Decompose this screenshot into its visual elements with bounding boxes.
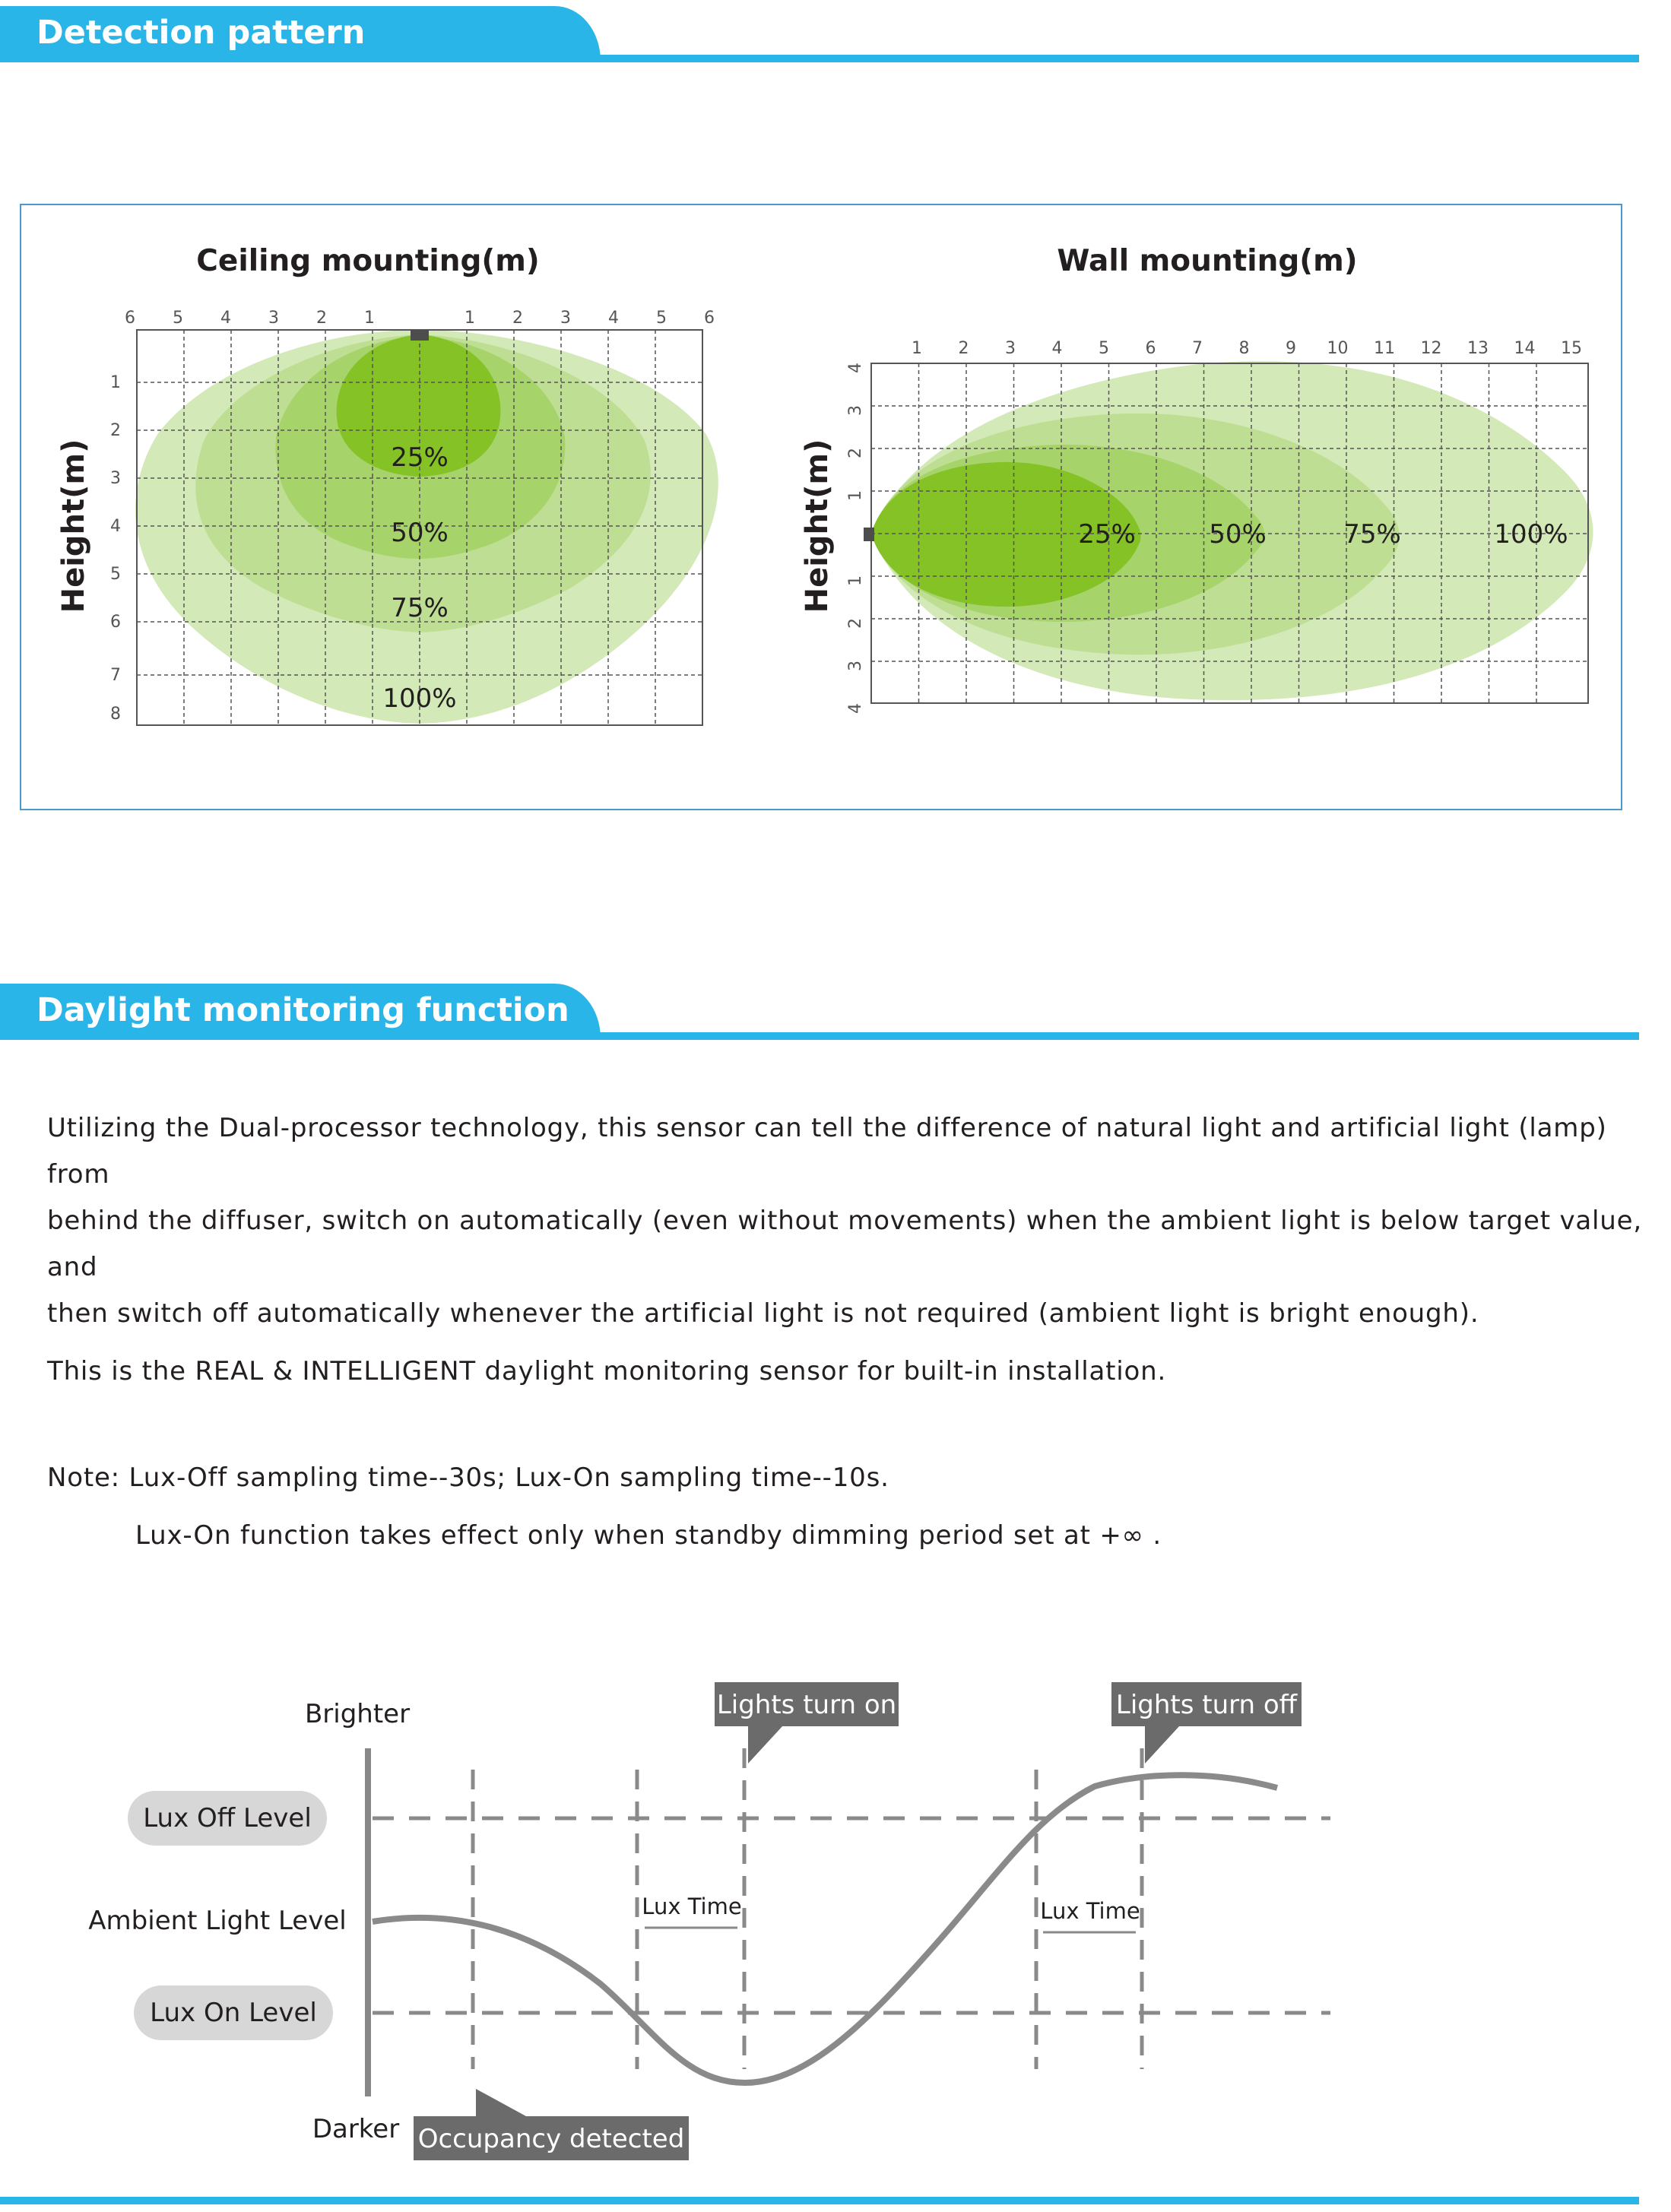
wall-y-tick: 1 xyxy=(846,490,865,501)
wall-y-label: Height(m) xyxy=(800,439,835,613)
description-line: then switch off automatically whenever the artificial light is not required (ambient light is bright enough). xyxy=(47,1298,1479,1329)
wall-zone-label-100: 100% xyxy=(1494,519,1568,550)
lights-turn-off-callout-pointer xyxy=(1145,1726,1180,1764)
ceiling-y-tick: 3 xyxy=(110,469,121,488)
lux-off-level-label: Lux Off Level xyxy=(143,1803,312,1833)
occupancy-detected-text: Occupancy detected xyxy=(417,2124,685,2154)
wall-y-tick: 2 xyxy=(846,618,865,629)
ceiling-x-tick: 3 xyxy=(268,309,279,328)
ceiling-x-tick: 4 xyxy=(220,309,231,328)
description-paragraph xyxy=(47,1105,1644,1337)
detection-pattern-panel xyxy=(20,204,1622,810)
description-line: behind the diffuser, switch on automatically (even without movements) when the ambient light is below target value, and xyxy=(47,1206,1642,1282)
ceiling-title: Ceiling mounting(m) xyxy=(196,244,540,278)
wall-x-tick: 9 xyxy=(1286,339,1296,358)
detection-header-rule xyxy=(0,55,1639,62)
description-line: Utilizing the Dual-processor technology, this sensor can tell the difference of natural light and artificial light (lamp) from xyxy=(47,1113,1607,1190)
note-line-1: Note: Lux-Off sampling time--30s; Lux-On sampling time--10s. xyxy=(47,1463,889,1493)
ceiling-x-ticks xyxy=(125,309,715,328)
wall-x-tick: 12 xyxy=(1420,339,1442,358)
wall-x-tick: 1 xyxy=(912,339,922,358)
wall-x-tick: 6 xyxy=(1145,339,1156,358)
ceiling-y-tick: 6 xyxy=(110,613,121,632)
detection-section-header xyxy=(0,6,601,61)
ceiling-y-tick: 7 xyxy=(110,666,121,685)
ceiling-sensor-icon xyxy=(411,330,429,341)
daylight-diagram xyxy=(0,1657,1671,2189)
detection-figures xyxy=(21,205,1621,809)
ceiling-y-tick: 1 xyxy=(110,373,121,392)
wall-mounting-chart xyxy=(800,244,1593,714)
ceiling-zone-label-50: 50% xyxy=(391,518,449,548)
wall-y-tick: 1 xyxy=(846,575,865,586)
ceiling-x-tick: 2 xyxy=(316,309,327,328)
wall-title: Wall mounting(m) xyxy=(1057,244,1358,278)
ceiling-x-tick: 6 xyxy=(125,309,135,328)
brighter-label: Brighter xyxy=(304,1699,411,1729)
wall-x-tick: 5 xyxy=(1099,339,1109,358)
wall-x-ticks xyxy=(912,339,1582,358)
wall-y-tick: 4 xyxy=(846,703,865,714)
ceiling-x-tick: 2 xyxy=(512,309,523,328)
lux-time-label-2: Lux Time xyxy=(1040,1898,1140,1924)
wall-y-tick: 3 xyxy=(846,405,865,416)
detection-section-title: Detection pattern xyxy=(36,14,366,52)
wall-y-tick: 3 xyxy=(846,661,865,671)
intelligent-sensor-statement: This is the REAL & INTELLIGENT daylight monitoring sensor for built-in installation. xyxy=(47,1356,1167,1386)
lux-on-level-label: Lux On Level xyxy=(150,1998,317,2028)
ceiling-zone-label-25: 25% xyxy=(391,442,449,473)
ceiling-x-tick: 1 xyxy=(364,309,375,328)
wall-x-tick: 4 xyxy=(1051,339,1063,358)
ambient-light-level-label: Ambient Light Level xyxy=(88,1906,347,1936)
wall-zone-label-50: 50% xyxy=(1209,519,1267,550)
lights-turn-on-text: Lights turn on xyxy=(716,1690,897,1720)
ceiling-y-tick: 4 xyxy=(110,517,121,536)
wall-x-tick: 7 xyxy=(1192,339,1203,358)
ceiling-x-tick: 6 xyxy=(704,309,715,328)
wall-y-tick: 2 xyxy=(846,448,865,458)
wall-x-tick: 2 xyxy=(958,339,969,358)
ceiling-y-ticks xyxy=(110,373,121,724)
ceiling-zone-label-100: 100% xyxy=(382,683,457,714)
note-line-2: Lux-On function takes effect only when standby dimming period set at +∞ . xyxy=(135,1520,1162,1551)
lux-time-label-1: Lux Time xyxy=(642,1894,742,1919)
footer-rule xyxy=(0,2197,1639,2204)
daylight-section-header xyxy=(0,984,601,1038)
ceiling-x-tick: 5 xyxy=(173,309,183,328)
darker-label: Darker xyxy=(312,2114,400,2144)
occupancy-callout-pointer xyxy=(476,2089,526,2116)
ceiling-y-tick: 5 xyxy=(110,565,121,584)
wall-zone-label-25: 25% xyxy=(1078,519,1136,550)
ceiling-mounting-chart xyxy=(56,244,718,725)
ceiling-x-tick: 3 xyxy=(560,309,571,328)
daylight-header-rule xyxy=(0,1032,1639,1040)
daylight-section-title: Daylight monitoring function xyxy=(36,991,569,1029)
lights-turn-off-text: Lights turn off xyxy=(1115,1690,1298,1720)
wall-x-tick: 15 xyxy=(1561,339,1582,358)
wall-x-tick: 13 xyxy=(1467,339,1489,358)
ceiling-x-tick: 5 xyxy=(656,309,667,328)
ceiling-zone-label-75: 75% xyxy=(391,593,449,623)
wall-x-tick: 11 xyxy=(1374,339,1395,358)
wall-x-tick: 3 xyxy=(1005,339,1016,358)
ceiling-y-label: Height(m) xyxy=(56,439,91,613)
wall-zone-label-75: 75% xyxy=(1343,519,1401,550)
ceiling-y-tick: 8 xyxy=(110,705,121,724)
lights-turn-on-callout-pointer xyxy=(748,1726,783,1764)
wall-x-tick: 10 xyxy=(1327,339,1349,358)
ceiling-x-tick: 4 xyxy=(608,309,619,328)
wall-sensor-icon xyxy=(864,528,874,541)
ceiling-y-tick: 2 xyxy=(110,421,121,440)
wall-y-ticks xyxy=(846,363,865,714)
wall-y-tick: 4 xyxy=(846,363,865,373)
wall-x-tick: 8 xyxy=(1238,339,1250,358)
wall-x-tick: 14 xyxy=(1514,339,1536,358)
ceiling-x-tick: 1 xyxy=(465,309,475,328)
